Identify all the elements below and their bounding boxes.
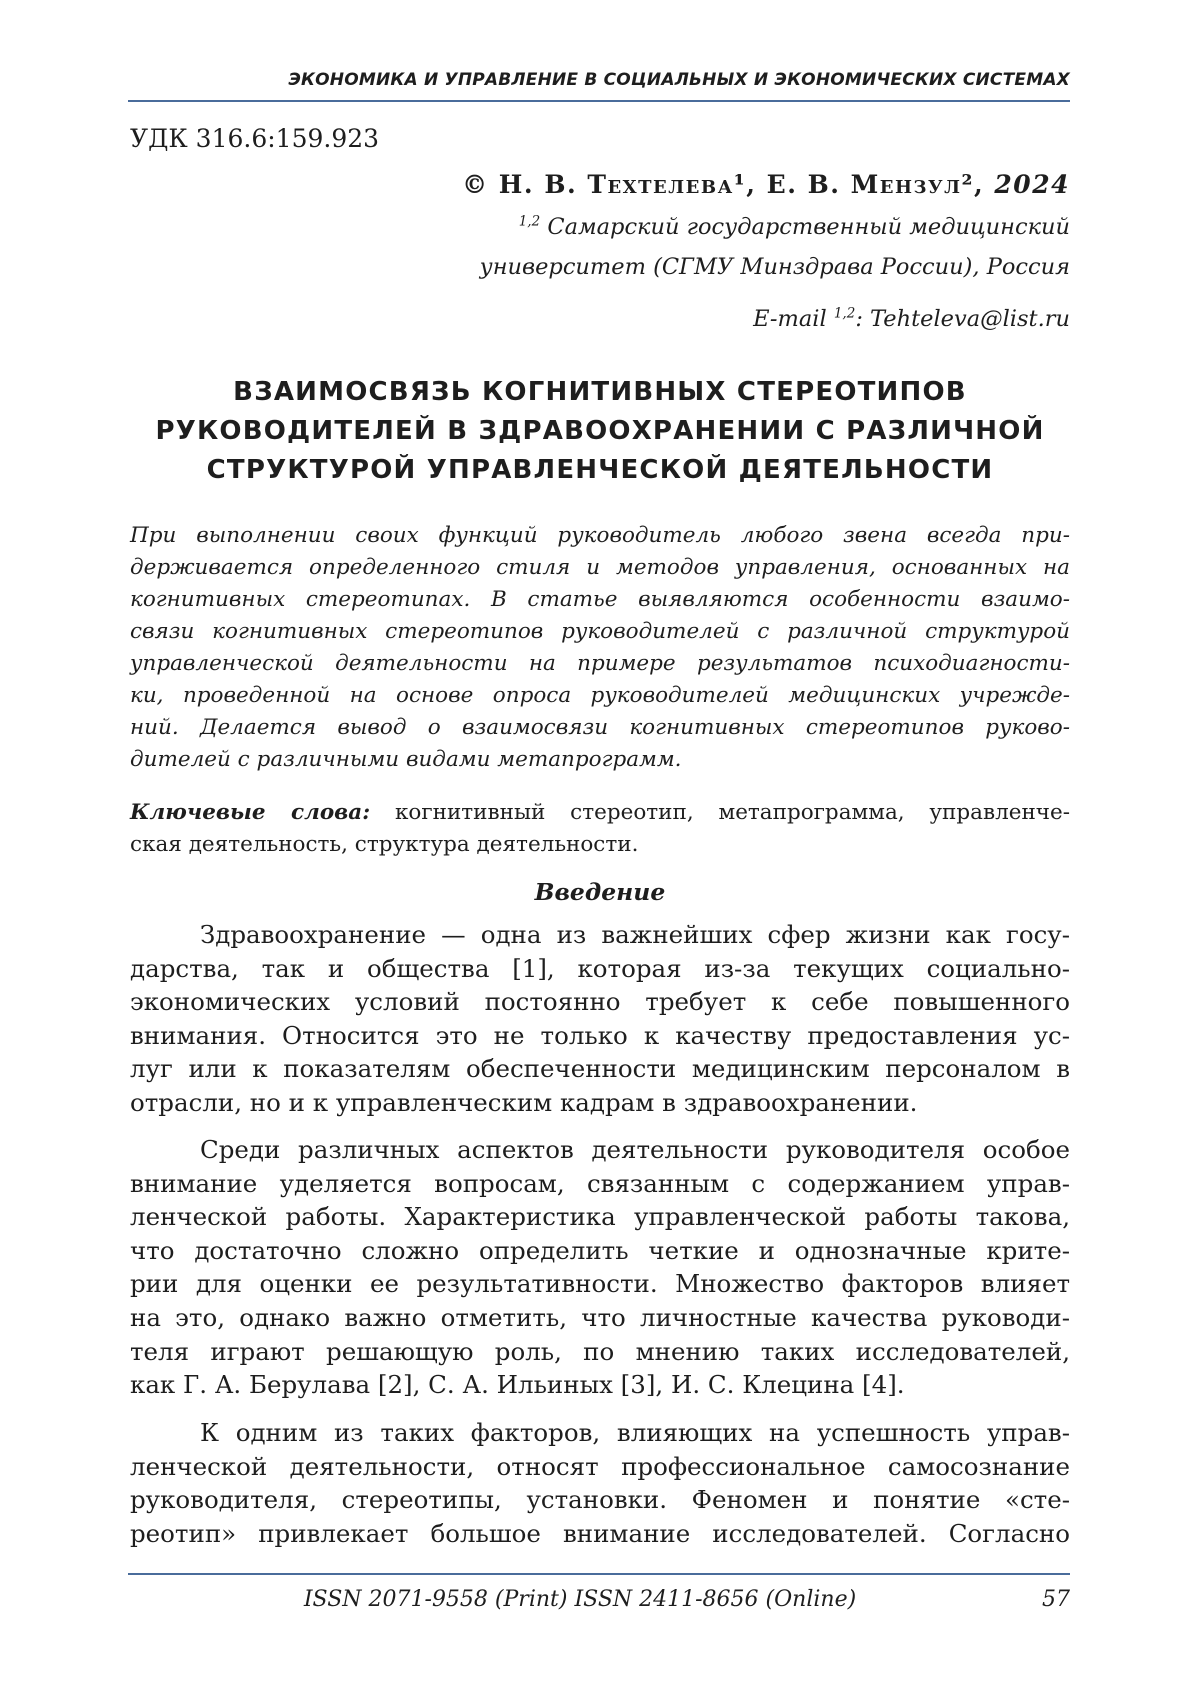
paragraph-line: экономических условий постоянно требует к себе повышенного — [130, 987, 1070, 1017]
keywords-line: ская деятельность, структура деятельности. — [130, 832, 639, 857]
abstract-line: управленческой деятельности на примере результатов психодиагности- — [130, 651, 1070, 676]
paragraph-line: дарства, так и общества [1], которая из-за текущих социально- — [130, 953, 1070, 983]
footer-issn: ISSN 2071-9558 (Print) ISSN 2411-8656 (Online) — [303, 1587, 857, 1612]
paragraph-line: ленческой деятельности, относят профессиональное самосознание — [130, 1451, 1070, 1481]
paragraph-line: реотип» привлекает большое внимание исследователей. Согласно — [130, 1518, 1070, 1548]
affiliation-text-1: Самарский государственный медицинский — [540, 214, 1070, 240]
article-title — [130, 373, 1070, 490]
title-line: СТРУКТУРОЙ УПРАВЛЕНЧЕСКОЙ ДЕЯТЕЛЬНОСТИ — [206, 455, 994, 485]
udk-code: УДК 316.6:159.923 — [130, 124, 380, 153]
paragraph-line: луг или к показателям обеспеченности медицинским персоналом в — [130, 1054, 1070, 1084]
abstract — [130, 520, 1070, 776]
running-title: ЭКОНОМИКА И УПРАВЛЕНИЕ В СОЦИАЛЬНЫХ И ЭКОНОМИЧЕСКИХ СИСТЕМАХ — [288, 70, 1070, 90]
keywords — [130, 797, 1070, 861]
paragraph-line: что достаточно сложно определить четкие и однозначные крите- — [130, 1235, 1070, 1265]
authors-line — [462, 170, 1070, 199]
abstract-line: связи когнитивных стереотипов руководителей с различной структурой — [130, 619, 1070, 644]
body-paragraph — [130, 1416, 1070, 1550]
abstract-line: дителей с различными видами метапрограмм. — [130, 747, 682, 772]
paragraph-line: рии для оценки ее результативности. Множество факторов влияет — [130, 1269, 1070, 1299]
author-names: © Н. В. Техтелева¹, Е. В. Мензул², — [462, 170, 995, 199]
paragraph-line: Здравоохранение — одна из важнейших сфер жизни как госу- — [200, 920, 1070, 949]
abstract-line: ки, проведенной на основе опроса руководителей медицинских учрежде- — [130, 683, 1070, 708]
publication-year: 2024 — [994, 170, 1070, 199]
paragraph-line: внимание уделяется вопросам, связанным с содержанием управ- — [130, 1168, 1070, 1198]
abstract-line: когнитивных стереотипах. В статье выявляются особенности взаимо- — [130, 587, 1070, 612]
paragraph-line: руководителя, стереотипы, установки. Феномен и понятие «сте- — [130, 1485, 1070, 1515]
title-line: ВЗАИМОСВЯЗЬ КОГНИТИВНЫХ СТЕРЕОТИПОВ — [233, 377, 967, 407]
section-heading: Введение — [534, 878, 666, 906]
abstract-line: ний. Делается вывод о взаимосвязи когнитивных стереотипов руково- — [130, 715, 1070, 740]
email-address: : Tehteleva@list.ru — [855, 306, 1070, 332]
paragraph-line: теля играют решающую роль, по мнению таких исследователей, — [130, 1336, 1070, 1366]
paragraph-line: как Г. А. Берулава [2], С. А. Ильиных [3], И. С. Клецина [4]. — [130, 1370, 905, 1400]
paragraph-line: К одним из таких факторов, влияющих на успешность управ- — [200, 1418, 1070, 1447]
paragraph-line: внимания. Относится это не только к качеству предоставления ус- — [130, 1020, 1070, 1050]
footer-rule — [128, 1573, 1070, 1575]
page-number: 57 — [1042, 1587, 1070, 1612]
paragraph-line: отрасли, но и к управленческим кадрам в здравоохранении. — [130, 1087, 918, 1117]
paragraph-line: Среди различных аспектов деятельности руководителя особое — [200, 1135, 1070, 1164]
keywords-line — [130, 797, 1070, 829]
body-paragraph — [130, 1133, 1070, 1402]
header-rule — [128, 100, 1070, 102]
affiliation-line-1 — [519, 214, 1070, 240]
paragraph-line: ленческой работы. Характеристика управленческой работы такова, — [130, 1202, 1070, 1232]
keywords-text: когнитивный стереотип, метапрограмма, управленче- — [370, 800, 1070, 825]
keywords-label: Ключевые слова: — [130, 800, 371, 825]
abstract-line: держивается определенного стиля и методов управления, основанных на — [130, 555, 1070, 580]
affiliation-line-2: университет (СГМУ Минздрава России), Россия — [479, 254, 1070, 280]
title-line: РУКОВОДИТЕЛЕЙ В ЗДРАВООХРАНЕНИИ С РАЗЛИЧНОЙ — [155, 416, 1045, 446]
email-line — [753, 306, 1070, 332]
affiliation-superscript: 1,2 — [518, 213, 541, 230]
abstract-line: При выполнении своих функций руководитель любого звена всегда при- — [130, 523, 1070, 548]
email-superscript: 1,2 — [833, 305, 856, 322]
body-paragraph — [130, 918, 1070, 1120]
email-label: E-mail — [753, 306, 834, 332]
paragraph-line: на это, однако важно отметить, что личностные качества руководи- — [130, 1302, 1070, 1332]
